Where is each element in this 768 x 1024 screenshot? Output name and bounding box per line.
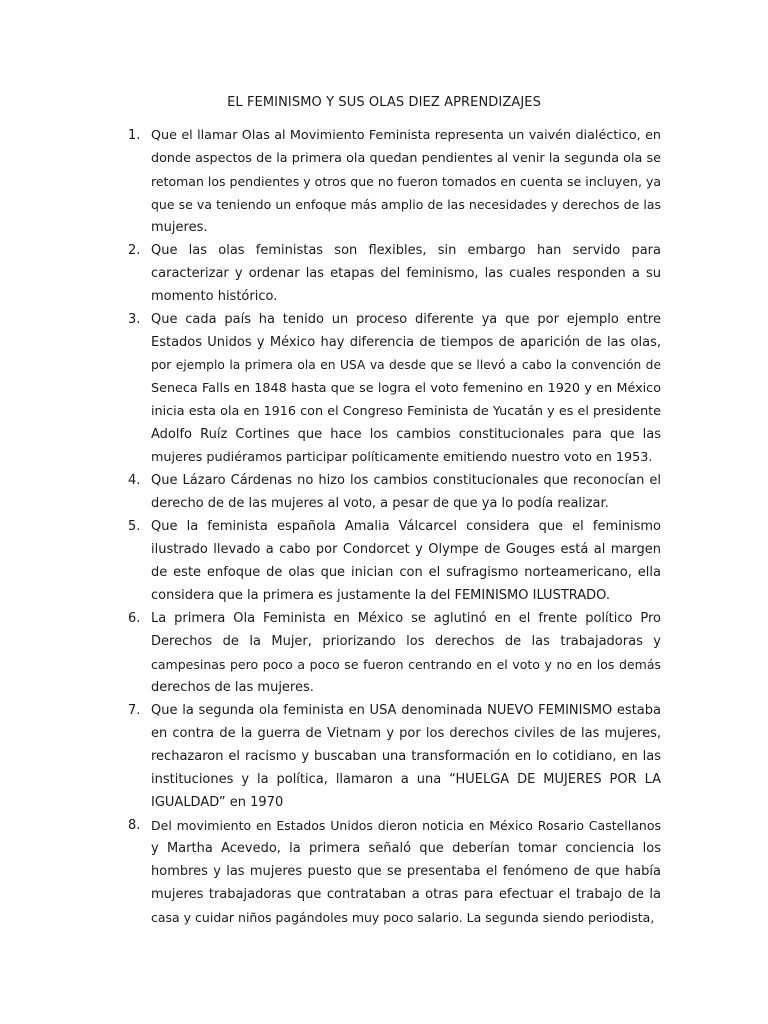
list-item-line: caracterizar y ordenar las etapas del feminismo, las cuales responden a su [151, 266, 661, 281]
list-item [0, 308, 768, 469]
list-item-line: mujeres trabajadoras que contrataban a otras para efectuar el trabajo de la [151, 887, 661, 902]
list-item-line: ilustrado llevado a cabo por Condorcet y Olympe de Gouges está al margen [151, 542, 661, 557]
list-item-line: Adolfo Ruíz Cortines que hace los cambios constitucionales para que las [151, 427, 661, 442]
list-item-line: Que cada país ha tenido un proceso diferente ya que por ejemplo entre [151, 312, 661, 327]
list-item-number: 7. [128, 703, 141, 718]
list-item-line: Que la segunda ola feminista en USA denominada NUEVO FEMINISMO estaba [151, 703, 661, 718]
list-item-line: considera que la primera es justamente la del FEMINISMO ILUSTRADO. [151, 588, 611, 603]
list-item-number: 3. [128, 312, 141, 327]
list-item [0, 607, 768, 699]
list-item-line: La primera Ola Feminista en México se aglutinó en el frente político Pro [151, 611, 661, 626]
list-item-line: retoman los pendientes y otros que no fueron tomados en cuenta se incluyen, ya [151, 174, 661, 189]
list-item [0, 239, 768, 308]
list-item-line: instituciones y la política, llamaron a una “HUELGA DE MUJERES POR LA [151, 772, 661, 787]
list-item-number: 4. [128, 473, 141, 488]
list-item-line: Estados Unidos y México hay diferencia de tiempos de aparición de las olas, [151, 335, 661, 350]
list-item-number: 1. [128, 128, 141, 143]
list-item-line: Del movimiento en Estados Unidos dieron noticia en México Rosario Castellanos [151, 818, 661, 833]
list-item-line: y Martha Acevedo, la primera señaló que deberían tomar conciencia los [151, 841, 661, 856]
list-item-line: mujeres pudiéramos participar políticamente emitiendo nuestro voto en 1953. [151, 450, 653, 465]
list-item-line: por ejemplo la primera ola en USA va desde que se llevó a cabo la convención de [151, 358, 661, 372]
numbered-list [0, 124, 768, 929]
document-title [0, 94, 768, 112]
list-item-line: Que las olas feministas son flexibles, sin embargo han servido para [151, 243, 661, 258]
list-item-line: en contra de la guerra de Vietnam y por los derechos civiles de las mujeres, [151, 726, 661, 741]
list-item-line: derechos de las mujeres. [151, 680, 314, 695]
list-item-number: 6. [128, 611, 141, 626]
list-item-line: rechazaron el racismo y buscaban una transformación en lo cotidiano, en las [151, 749, 661, 764]
list-item-line: donde aspectos de la primera ola quedan pendientes al venir la segunda ola se [151, 151, 661, 166]
list-item [0, 814, 768, 929]
list-item-line: momento histórico. [151, 289, 278, 304]
list-item-line: que se va teniendo un enfoque más amplio de las necesidades y derechos de las [151, 197, 661, 212]
list-item [0, 699, 768, 814]
list-item-line: IGUALDAD” en 1970 [151, 795, 284, 810]
list-item-line: campesinas pero poco a poco se fueron centrando en el voto y no en los demás [151, 657, 661, 672]
list-item-line: derecho de de las mujeres al voto, a pesar de que ya lo podía realizar. [151, 496, 609, 511]
list-item-number: 2. [128, 243, 141, 258]
document-title-text: EL FEMINISMO Y SUS OLAS DIEZ APRENDIZAJES [227, 95, 541, 110]
list-item-line: mujeres. [151, 220, 208, 235]
list-item [0, 515, 768, 607]
list-item [0, 124, 768, 239]
list-item-line: hombres y las mujeres puesto que se presentaba el fenómeno de que había [151, 864, 661, 879]
list-item-number: 5. [128, 519, 141, 534]
list-item-line: Que la feminista española Amalia Válcarcel considera que el feminismo [151, 519, 661, 534]
list-item-line: inicia esta ola en 1916 con el Congreso Feminista de Yucatán y es el presidente [151, 404, 661, 419]
list-item [0, 469, 768, 515]
list-item-line: Que el llamar Olas al Movimiento Feminista representa un vaivén dialéctico, en [151, 128, 661, 143]
list-item-line: de este enfoque de olas que inician con el sufragismo norteamericano, ella [151, 565, 661, 580]
list-item-line: Seneca Falls en 1848 hasta que se logra el voto femenino en 1920 y en México [151, 381, 661, 396]
list-item-line: casa y cuidar niños pagándoles muy poco salario. La segunda siendo periodista, [151, 910, 655, 925]
list-item-line: Que Lázaro Cárdenas no hizo los cambios constitucionales que reconocían el [151, 473, 661, 488]
list-item-line: Derechos de la Mujer, priorizando los derechos de las trabajadoras y [151, 634, 661, 649]
list-item-number: 8. [128, 818, 141, 833]
